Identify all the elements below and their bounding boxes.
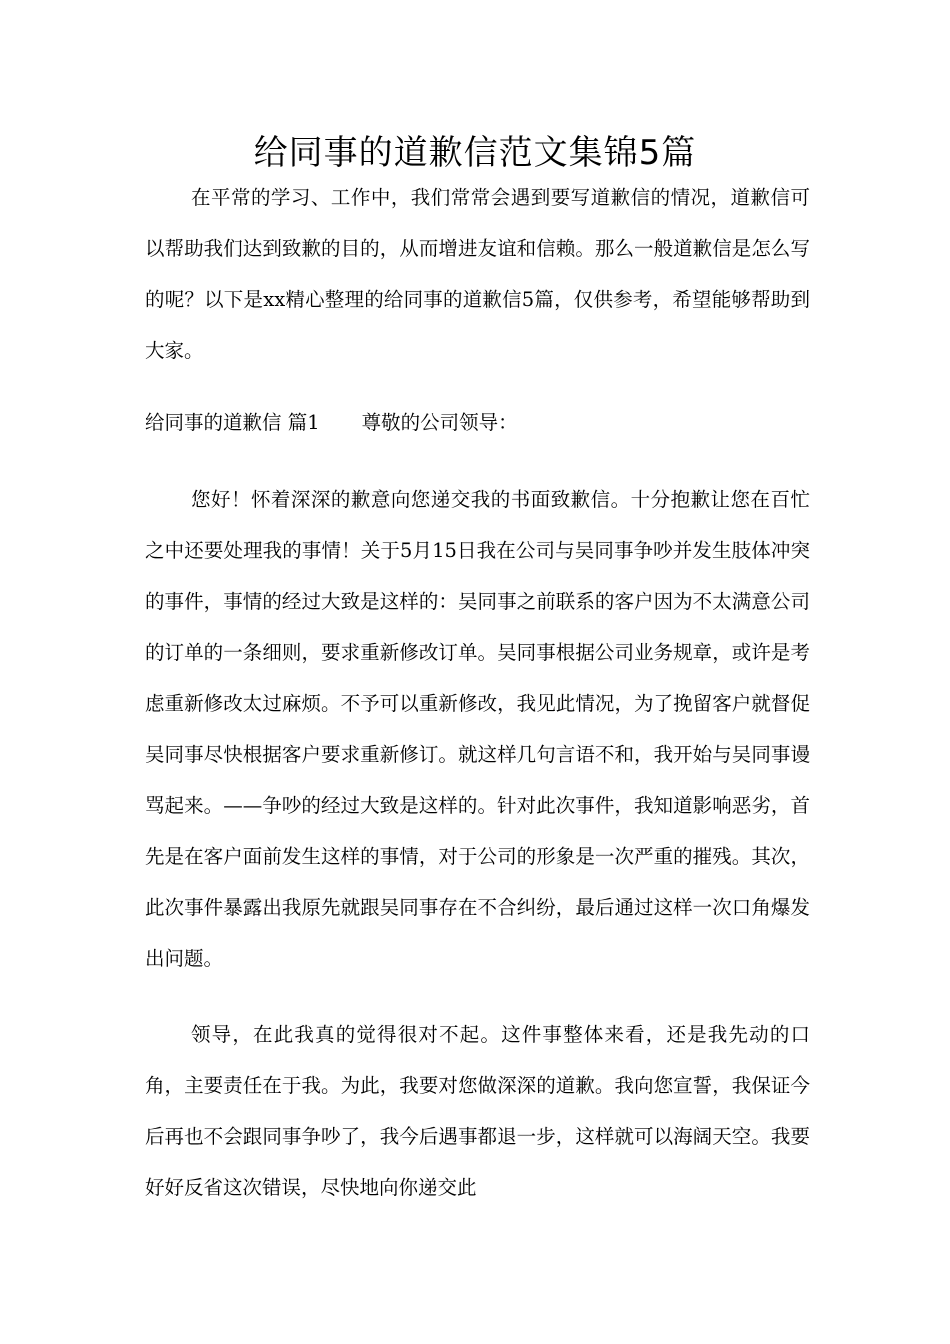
body-paragraph-1: 您好！怀着深深的歉意向您递交我的书面致歉信。十分抱歉让您在百忙之中还要处理我的事情！关于5月15日我在公司与吴同事争吵并发生肢体冲突的事件，事情的经过大致是这样的：吴同事之前联系的客户因为不太满意公司的订单的一条细则，要求重新修改订单。吴同事根据公司业务规章，或许是考虑重新修改太过麻烦。不予可以重新修改，我见此情况，为了挽留客户就督促吴同事尽快根据客户要求重新修订。就这样几句言语不和，我开始与吴同事谩骂起来。——争吵的经过大致是这样的。针对此次事件，我知道影响恶劣，首先是在客户面前发生这样的事情，对于公司的形象是一次严重的摧残。其次，此次事件暴露出我原先就跟吴同事存在不合纠纷，最后通过这样一次口角爆发出问题。 <box>145 488 810 970</box>
salutation: 尊敬的公司领导： <box>361 411 518 434</box>
section-heading: 给同事的道歉信 篇1 <box>145 411 320 434</box>
document-title: 给同事的道歉信范文集锦5篇 <box>253 133 697 173</box>
section-line <box>145 397 810 448</box>
body-paragraph-2: 领导，在此我真的觉得很对不起。这件事整体来看，还是我先动的口角，主要责任在于我。为此，我要对您做深深的道歉。我向您宣誓，我保证今后再也不会跟同事争吵了，我今后遇事都退一步，这样就可以海阔天空。我要好好反省这次错误，尽快地向你递交此 <box>145 1023 810 1199</box>
intro-paragraph: 在平常的学习、工作中，我们常常会遇到要写道歉信的情况，道歉信可以帮助我们达到致歉的目的，从而增进友谊和信赖。那么一般道歉信是怎么写的呢？以下是xx精心整理的给同事的道歉信5篇，仅供参考，希望能够帮助到大家。 <box>145 186 810 362</box>
